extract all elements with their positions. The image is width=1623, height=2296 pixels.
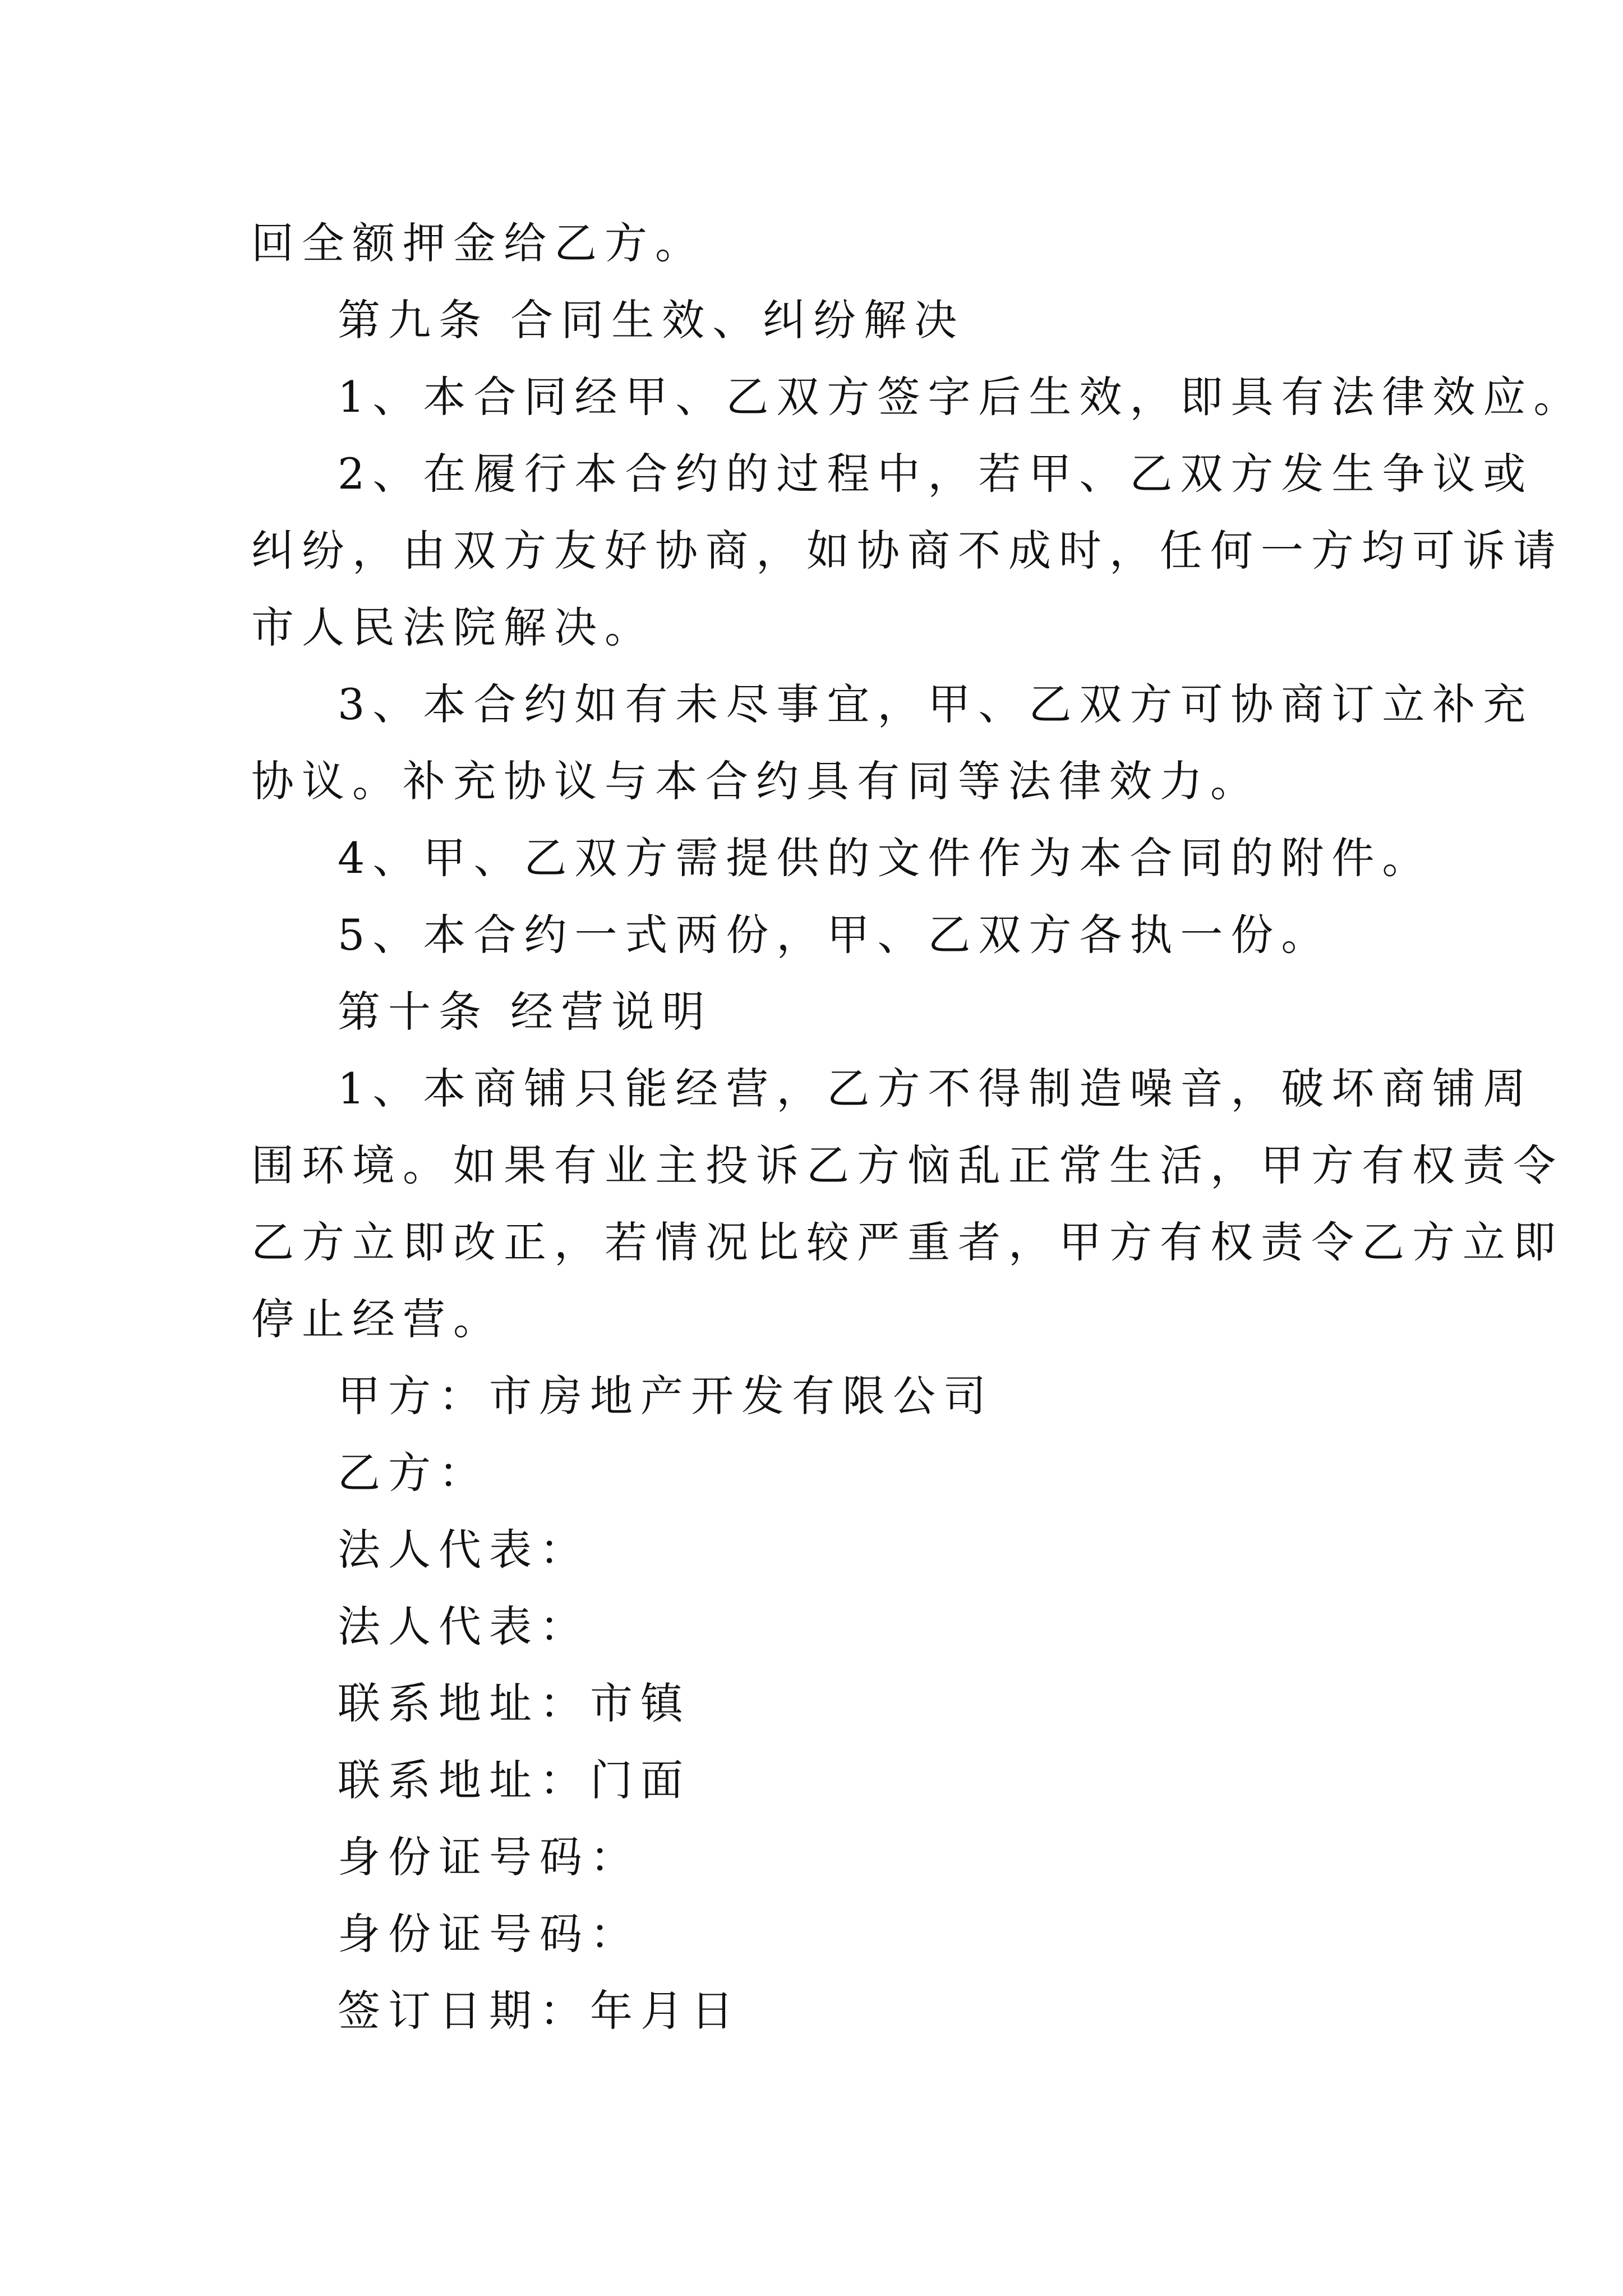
article-9-clause-4: 4、甲、乙双方需提供的文件作为本合同的附件。: [338, 833, 1433, 883]
party-a-line: 甲方：市房地产开发有限公司: [338, 1371, 994, 1421]
article-10-clause-1-line-1: 1、本商铺只能经营，乙方不得制造噪音，破坏商铺周: [338, 1064, 1534, 1114]
party-b-address: 联系地址：门面: [338, 1755, 691, 1805]
article-9-heading: 第九条 合同生效、纠纷解决: [338, 295, 965, 345]
article-9-clause-5: 5、本合约一式两份，甲、乙双方各执一份。: [338, 910, 1332, 960]
article-9-clause-2-line-2: 纠纷，由双方友好协商，如协商不成时，任何一方均可诉请: [251, 526, 1564, 576]
article-10-clause-1-line-3: 乙方立即改正，若情况比较严重者，甲方有权责令乙方立即: [251, 1217, 1564, 1267]
article-10-heading: 第十条 经营说明: [338, 987, 713, 1037]
party-b-id-number: 身份证号码：: [338, 1909, 640, 1959]
article-9-clause-3-line-1: 3、本合约如有未尽事宜，甲、乙双方可协商订立补充: [338, 679, 1534, 729]
article-10-clause-1-line-2: 围环境。如果有业主投诉乙方恼乱正常生活，甲方有权责令: [251, 1140, 1564, 1190]
party-b-legal-rep: 法人代表：: [338, 1602, 590, 1651]
article-9-clause-2-line-3: 市人民法院解决。: [251, 602, 655, 652]
article-9-clause-2-line-1: 2、在履行本合约的过程中，若甲、乙双方发生争议或: [338, 449, 1534, 499]
party-a-legal-rep: 法人代表：: [338, 1525, 590, 1575]
article-9-clause-3-line-2: 协议。补充协议与本合约具有同等法律效力。: [251, 756, 1261, 806]
party-b-line: 乙方：: [338, 1448, 489, 1498]
signing-date: 签订日期：年月日: [338, 1986, 741, 2036]
party-a-id-number: 身份证号码：: [338, 1832, 640, 1882]
article-10-clause-1-line-4: 停止经营。: [251, 1294, 504, 1344]
continuation-line: 回全额押金给乙方。: [251, 218, 706, 268]
article-9-clause-1: 1、本合同经甲、乙双方签字后生效，即具有法律效应。: [338, 372, 1584, 422]
party-a-address: 联系地址：市镇: [338, 1678, 691, 1728]
contract-text: [251, 205, 1584, 2049]
